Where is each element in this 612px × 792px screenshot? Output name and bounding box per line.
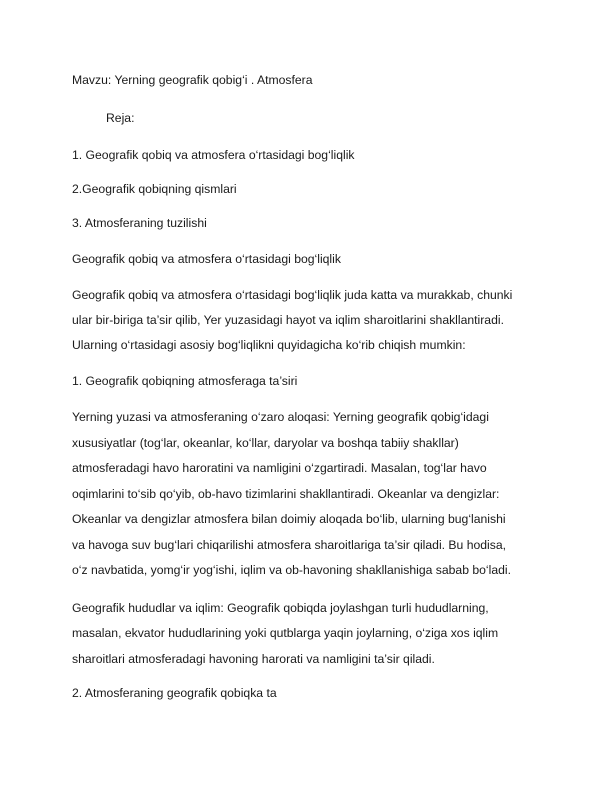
plan-item-3: 3. Atmosferaning tuzilishi <box>72 216 207 230</box>
topic-line: Mavzu: Yerning geografik qobig‘i . Atmosfera <box>72 73 313 87</box>
intro-line: ular bir-biriga ta’sir qilib, Yer yuzasidagi hayot va iqlim sharoitlarini shakllantiradi. <box>72 313 504 327</box>
paragraph-line: oqimlarini to‘sib qo‘yib, ob-havo tizimlarini shakllantiradi. Okeanlar va dengizlar: <box>72 487 500 501</box>
plan-item-2: 2.Geografik qobiqning qismlari <box>72 182 237 196</box>
paragraph-line: Yerning yuzasi va atmosferaning o‘zaro aloqasi: Yerning geografik qobig‘idagi <box>72 410 489 424</box>
paragraph-line: masalan, ekvator hududlarining yoki qutblarga yaqin joylarning, o‘ziga xos iqlim <box>72 626 499 640</box>
paragraph-line: va havoga suv bug‘lari chiqarilishi atmosfera sharoitlariga ta’sir qiladi. Bu hodisa, <box>72 538 507 552</box>
section-heading: Geografik qobiq va atmosfera o‘rtasidagi bog‘liqlik <box>72 252 341 266</box>
plan-item-1: 1. Geografik qobiq va atmosfera o‘rtasidagi bog‘liqlik <box>72 148 355 162</box>
intro-line: Geografik qobiq va atmosfera o‘rtasidagi bog‘liqlik juda katta va murakkab, chunki <box>72 288 513 302</box>
paragraph-line: Geografik hududlar va iqlim: Geografik qobiqda joylashgan turli hududlarning, <box>72 601 489 615</box>
plan-heading: Reja: <box>106 111 135 125</box>
paragraph-line: Okeanlar va dengizlar atmosfera bilan doimiy aloqada bo‘lib, ularning bug‘lanishi <box>72 512 506 526</box>
paragraph-line: atmosferadagi havo haroratini va namligini o‘zgartiradi. Masalan, tog‘lar havo <box>72 461 487 475</box>
subheading-2: 2. Atmosferaning geografik qobiqka ta <box>72 686 277 700</box>
paragraph-line: o‘z navbatida, yomg‘ir yog‘ishi, iqlim va ob-havoning shakllanishiga sabab bo‘ladi. <box>72 563 511 577</box>
paragraph-line: sharoitlari atmosferadagi havoning harorati va namligini ta’sir qiladi. <box>72 652 435 666</box>
subheading-1: 1. Geografik qobiqning atmosferaga ta’siri <box>72 374 298 388</box>
intro-line: Ularning o‘rtasidagi asosiy bog‘liqlikni quyidagicha ko‘rib chiqish mumkin: <box>72 338 466 352</box>
paragraph-line: xususiyatlar (tog‘lar, okeanlar, ko‘llar, daryolar va boshqa tabiiy shakllar) <box>72 436 459 450</box>
